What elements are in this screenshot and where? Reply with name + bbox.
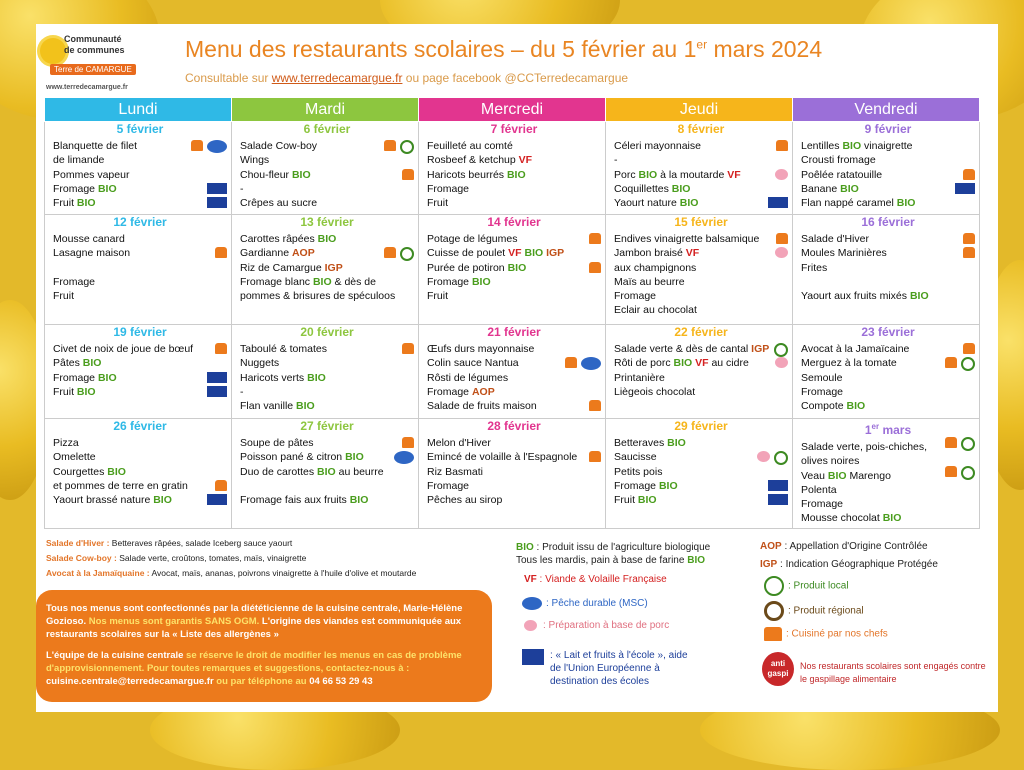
menu-item: Mousse chocolat BIO	[801, 512, 902, 525]
menu-item	[240, 479, 414, 493]
menu-item	[53, 261, 227, 275]
logo-url: www.terredecamargue.fr	[46, 84, 128, 91]
day-cell	[419, 122, 606, 215]
menu-item: Gardianne AOP	[240, 247, 315, 260]
chef-hat-icon	[215, 247, 227, 258]
logo-tag: Terre de CAMARGUE	[50, 64, 136, 75]
menu-item: Mousse canard	[53, 233, 125, 245]
chef-hat-icon	[776, 140, 788, 151]
menu-item: Printanière	[614, 371, 665, 384]
menu-item: Fromage	[801, 385, 844, 398]
menu-item: Céleri mayonnaise	[614, 140, 701, 152]
subtitle: Consultable sur www.terredecamargue.fr ou page facebook @CCTerredecamargue	[185, 71, 629, 85]
cell-date: 19 février	[113, 325, 167, 339]
day-cell	[45, 325, 232, 419]
legend-antigaspi: anti gaspi Nos restaurants scolaires sont engagés contre le gaspillage alimentaire	[762, 652, 992, 686]
week-row	[45, 325, 980, 419]
menu-item: Haricots beurrés BIO	[427, 168, 526, 181]
menu-item: Polenta	[801, 483, 837, 496]
menu-item: Compote BIO	[801, 400, 866, 413]
menu-item: de limande	[53, 154, 105, 167]
menu-item: Lentilles BIO vinaigrette	[801, 140, 913, 152]
menu-item: olives noires	[801, 455, 860, 468]
fish-icon	[207, 140, 227, 153]
recipe-note: Avocat à la Jamaïquaine : Avocat, maïs, ananas, poivrons vinaigrette à l'huile d'olive et moutarde	[46, 568, 417, 578]
menu-item: Taboulé & tomates	[240, 343, 327, 355]
eu-flag-icon	[207, 183, 227, 194]
menu-item: pommes & brisures de spéculoos	[240, 290, 396, 303]
menu-item: Civet de noix de joue de bœuf	[53, 343, 194, 355]
day-cell	[45, 419, 232, 529]
menu-item: Fromage BIO	[53, 182, 117, 195]
legend-porc: : Préparation à base de porc	[524, 619, 669, 632]
menu-item: Rôti de porc BIO VF au cidre	[614, 357, 749, 370]
pig-icon	[524, 620, 537, 631]
menu-item: -	[240, 385, 244, 398]
chef-hat-icon	[384, 247, 396, 258]
legend-igp: IGP : Indication Géographique Protégée	[760, 559, 938, 570]
eu-flag-icon	[768, 494, 788, 505]
legend-local: : Produit local	[764, 576, 849, 596]
menu-item: Salade verte & dès de cantal IGP	[614, 343, 770, 355]
legend-vf: VF : Viande & Volaille Française	[524, 574, 667, 585]
menu-item: Endives vinaigrette balsamique	[614, 233, 760, 245]
menu-item: -	[240, 182, 244, 195]
chef-hat-icon	[945, 357, 957, 368]
day-cell	[232, 122, 419, 215]
menu-item: Fromage	[614, 290, 657, 303]
day-cell	[419, 325, 606, 419]
day-cell	[606, 325, 793, 419]
regional-icon	[764, 601, 784, 621]
cell-date: 23 février	[861, 325, 915, 339]
menu-item: Œufs durs mayonnaise	[427, 343, 535, 355]
menu-item: Avocat à la Jamaïcaine	[801, 343, 910, 355]
chef-hat-icon	[963, 169, 975, 180]
menu-item: Fruit	[427, 197, 448, 210]
cell-date: 14 février	[487, 215, 541, 229]
day-cell	[606, 215, 793, 325]
cell-date: 13 février	[300, 215, 354, 229]
chef-hat-icon	[963, 247, 975, 258]
day-header: Mardi	[232, 98, 419, 122]
menu-item: Duo de carottes BIO au beurre	[240, 465, 384, 478]
menu-item: Crousti fromage	[801, 154, 876, 167]
legend-chef: : Cuisiné par nos chefs	[764, 627, 888, 641]
eu-flag-icon	[955, 183, 975, 194]
menu-item: Liègeois chocolat	[614, 385, 696, 398]
chef-hat-icon	[589, 262, 601, 273]
menu-item: Fromage blanc BIO & dès de	[240, 275, 376, 288]
menu-item: Fruit BIO	[53, 385, 96, 398]
anti-gaspi-icon: anti gaspi	[762, 652, 794, 686]
page-title: Menu des restaurants scolaires – du 5 février au 1er mars 2024	[185, 36, 823, 62]
week-row	[45, 419, 980, 529]
logo-line1: Communauté	[64, 34, 122, 44]
cell-date: 21 février	[487, 325, 541, 339]
cell-date: 5 février	[116, 122, 164, 136]
menu-item: Fromage	[427, 182, 470, 195]
cell-date: 16 février	[861, 215, 915, 229]
menu-item: Fromage fais aux fruits BIO	[240, 494, 369, 507]
recipe-note: Salade Cow-boy : Salade verte, croûtons, tomates, maïs, vinaigrette	[46, 553, 307, 563]
menu-item: Pizza	[53, 437, 79, 449]
menu-item: Melon d'Hiver	[427, 437, 491, 449]
logo	[40, 34, 150, 94]
cell-date: 20 février	[300, 325, 354, 339]
fish-icon	[522, 597, 542, 610]
menu-item: Salade de fruits maison	[427, 400, 537, 413]
menu-item: et pommes de terre en gratin	[53, 479, 188, 492]
day-cell	[793, 215, 980, 325]
cell-date: 28 février	[487, 419, 541, 433]
info-box: Tous nos menus sont confectionnés par la diététicienne de la cuisine centrale, Marie-Hélène Gozioso. Nos menus sont garantis SANS OGM. L'origine des viandes est communiquée aux restaurants scolaires sur la « Liste des allergènes » L'équipe de la cuisine centrale se réserve le droit de modifier les menus en cas de problème d'approvisionnement. Pour toutes remarques et suggestions, contactez-nous à : cuisine.centrale@terredecamargue.fr ou par téléphone au 04 66 53 29 43	[36, 590, 492, 702]
legend-eu: : « Lait et fruits à l'école », aide de l'Union Européenne à destination des écoles	[522, 649, 697, 688]
eu-flag-icon	[522, 649, 544, 665]
day-cell	[232, 419, 419, 529]
chef-hat-icon	[215, 343, 227, 354]
menu-item: Feuilleté au comté	[427, 140, 513, 152]
menu-item: Jambon braisé VF	[614, 247, 700, 260]
menu-item: Fromage BIO	[614, 479, 678, 492]
week-row	[45, 122, 980, 215]
menu-item: Fromage AOP	[427, 385, 495, 398]
email-link[interactable]: cuisine.centrale@terredecamargue.fr	[46, 676, 214, 687]
sun-icon	[40, 38, 66, 64]
logo-line2: de communes	[64, 45, 125, 55]
legend-aop: AOP : Appellation d'Origine Contrôlée	[760, 541, 928, 552]
menu-item: Coquillettes BIO	[614, 182, 691, 195]
menu-item: Fromage BIO	[53, 371, 117, 384]
menu-item: Banane BIO	[801, 182, 859, 195]
chef-hat-icon	[402, 437, 414, 448]
day-header: Vendredi	[793, 98, 980, 122]
menu-item: Pommes vapeur	[53, 168, 130, 181]
week-row	[45, 215, 980, 325]
cell-date: 6 février	[303, 122, 351, 136]
eu-flag-icon	[207, 372, 227, 383]
cell-date: 27 février	[300, 419, 354, 433]
menu-item: Maïs au beurre	[614, 275, 685, 288]
menu-item: Chou-fleur BIO	[240, 168, 311, 181]
menu-item: Blanquette de filet	[53, 140, 138, 152]
menu-item: Fruit	[53, 290, 74, 303]
menu-item: Veau BIO Marengo	[801, 469, 891, 482]
day-header: Jeudi	[606, 98, 793, 122]
menu-item: Salade Cow-boy	[240, 140, 318, 152]
chef-hat-icon	[945, 466, 957, 477]
menu-item: Fromage	[801, 498, 844, 511]
chef-hat-icon	[776, 233, 788, 244]
day-cell	[606, 122, 793, 215]
recipe-note: Salade d'Hiver : Betteraves râpées, salade Iceberg sauce yaourt	[46, 538, 293, 548]
basket-icon	[774, 343, 788, 357]
basket-icon	[961, 437, 975, 451]
chef-hat-icon	[402, 169, 414, 180]
chef-hat-icon	[589, 400, 601, 411]
day-header: Mercredi	[419, 98, 606, 122]
menu-item: Nuggets	[240, 357, 280, 370]
legend-bio: BIO : Produit issu de l'agriculture biologique Tous les mardis, pain à base de farine BIO	[516, 542, 711, 566]
day-cell	[45, 215, 232, 325]
recipe-notes	[46, 536, 416, 581]
chef-hat-icon	[963, 233, 975, 244]
day-cell	[793, 325, 980, 419]
menu-item: Colin sauce Nantua	[427, 357, 519, 370]
cell-date: 1er mars	[864, 422, 912, 437]
day-cell	[793, 419, 980, 529]
day-cell	[232, 215, 419, 325]
menu-item: Riz de Camargue IGP	[240, 261, 343, 274]
menu-item: Porc BIO à la moutarde VF	[614, 168, 741, 181]
menu-item: Yaourt aux fruits mixés BIO	[801, 290, 929, 303]
day-header: Lundi	[45, 98, 232, 122]
day-cell	[606, 419, 793, 529]
eu-flag-icon	[207, 494, 227, 505]
menu-item: Flan vanille BIO	[240, 400, 315, 413]
eu-flag-icon	[207, 197, 227, 208]
eu-flag-icon	[768, 480, 788, 491]
eu-flag-icon	[207, 386, 227, 397]
menu-item: Purée de potiron BIO	[427, 261, 527, 274]
chef-hat-icon	[402, 343, 414, 354]
menu-item: Saucisse	[614, 451, 657, 464]
menu-item: -	[614, 154, 618, 167]
menu-item: Betteraves BIO	[614, 437, 686, 449]
menu-item: aux champignons	[614, 261, 697, 274]
menu-item: Salade verte, pois-chiches,	[801, 441, 928, 453]
menu-item: Rosbeef & ketchup VF	[427, 154, 533, 167]
menu-item: Eclair au chocolat	[614, 304, 697, 317]
menu-item: Fruit	[427, 290, 448, 303]
chef-hat-icon	[215, 480, 227, 491]
cell-date: 22 février	[674, 325, 728, 339]
menu-item: Fruit BIO	[614, 494, 657, 507]
menu-item: Carottes râpées BIO	[240, 233, 337, 245]
eu-flag-icon	[768, 197, 788, 208]
menu-item: Yaourt nature BIO	[614, 197, 699, 210]
menu-item: Emincé de volaille à l'Espagnole	[427, 451, 578, 464]
menu-item: Wings	[240, 154, 270, 167]
menu-item	[801, 275, 975, 289]
cell-date: 7 février	[490, 122, 538, 136]
menu-item: Fromage	[53, 275, 96, 288]
menu-item: Poisson pané & citron BIO	[240, 451, 364, 464]
day-cell	[419, 419, 606, 529]
legend-regional: : Produit régional	[764, 601, 864, 621]
menu-item: Pêches au sirop	[427, 494, 503, 507]
menu-item: Courgettes BIO	[53, 465, 126, 478]
menu-item: Flan nappé caramel BIO	[801, 197, 916, 210]
basket-icon	[764, 576, 784, 596]
menu-item: Salade d'Hiver	[801, 233, 869, 245]
menu-sheet	[36, 24, 998, 712]
chef-hat-icon	[565, 357, 577, 368]
day-cell	[232, 325, 419, 419]
pig-icon	[775, 169, 788, 180]
chef-hat-icon	[589, 451, 601, 462]
menu-item: Semoule	[801, 371, 843, 384]
basket-icon	[961, 466, 975, 480]
legend-msc: : Pêche durable (MSC)	[522, 597, 648, 610]
menu-item: Poêlée ratatouille	[801, 168, 883, 181]
menu-item: Merguez à la tomate	[801, 357, 897, 370]
chef-hat-icon	[589, 233, 601, 244]
menu-item: Frites	[801, 261, 828, 274]
day-cell	[45, 122, 232, 215]
cell-date: 12 février	[113, 215, 167, 229]
day-cell	[419, 215, 606, 325]
cell-date: 26 février	[113, 419, 167, 433]
menu-item: Rôsti de légumes	[427, 371, 509, 384]
menu-item: Soupe de pâtes	[240, 437, 314, 449]
cell-date: 8 février	[677, 122, 725, 136]
menu-item: Haricots verts BIO	[240, 371, 326, 384]
phone-number: 04 66 53 29 43	[309, 676, 373, 687]
menu-item: Cuisse de poulet VF BIO IGP	[427, 247, 565, 260]
chef-hat-icon	[764, 627, 782, 641]
chef-hat-icon	[963, 343, 975, 354]
website-link[interactable]: www.terredecamargue.fr	[271, 71, 403, 85]
menu-item: Potage de légumes	[427, 233, 518, 245]
cell-date: 9 février	[864, 122, 912, 136]
menu-item: Moules Marinières	[801, 247, 887, 260]
menu-item: Pâtes BIO	[53, 357, 102, 370]
menu-item: Lasagne maison	[53, 247, 131, 260]
chef-hat-icon	[384, 140, 396, 151]
menu-item: Riz Basmati	[427, 465, 484, 478]
menu-item: Fromage	[427, 479, 470, 492]
chef-hat-icon	[191, 140, 203, 151]
menu-item: Omelette	[53, 451, 96, 464]
menu-item: Yaourt brassé nature BIO	[53, 494, 172, 507]
menu-item: Fromage BIO	[427, 275, 491, 288]
menu-item: Petits pois	[614, 465, 663, 478]
basket-icon	[400, 140, 414, 154]
cell-date: 29 février	[674, 419, 728, 433]
cell-date: 15 février	[674, 215, 728, 229]
menu-item: Fruit BIO	[53, 197, 96, 210]
day-cell	[793, 122, 980, 215]
menu-item: Crêpes au sucre	[240, 197, 318, 210]
chef-hat-icon	[945, 437, 957, 448]
menu-table	[44, 97, 980, 529]
